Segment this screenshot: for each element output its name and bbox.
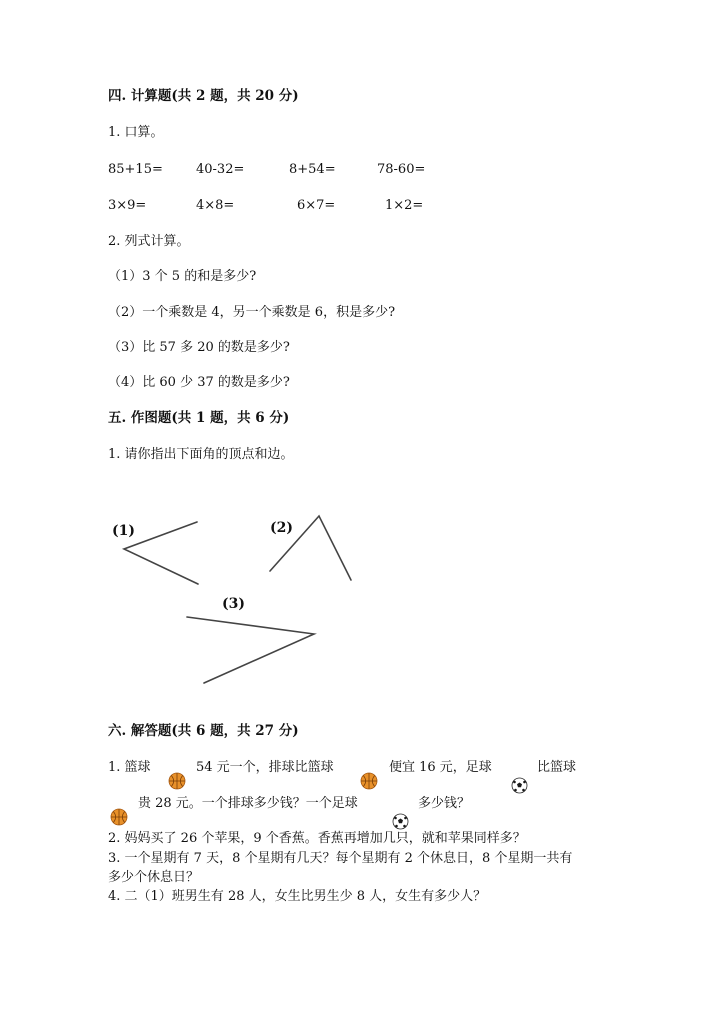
q6-1-part: 54 元一个，排球比篮球 [196,760,334,775]
soccer-ball-icon [511,777,528,798]
list-item: （2）一个乘数是 4，另一个乘数是 6，积是多少? [108,305,396,320]
basketball-icon [168,772,186,794]
angle-3 [187,617,314,683]
q6-1-part: 1. 篮球 [108,760,151,775]
q6-1-part: 多少钱？ [418,796,471,811]
calc-item: 40-32= [196,162,245,177]
q5-1-label: 1. 请你指出下面角的顶点和边。 [108,447,294,462]
q6-3: 3. 一个星期有 7 天，8 个星期有几天？每个星期有 2 个休息日，8 个星期一共有 [108,851,573,866]
angle-label-2: (2) [270,520,293,536]
q6-3-cont: 多少个休息日？ [108,870,200,885]
calc-item: 1×2= [385,198,424,213]
q4-1-label: 1. 口算。 [108,125,164,140]
calc-item: 78-60= [377,162,426,177]
list-item: （3）比 57 多 20 的数是多少? [108,340,290,355]
angle-1 [124,522,198,584]
section-4-title: 四. 计算题(共 2 题，共 20 分) [108,88,299,104]
basketball-icon [110,808,128,830]
calc-item: 85+15= [108,162,163,177]
q6-1-part: 便宜 16 元，足球 [389,760,492,775]
basketball-icon [360,772,378,794]
q6-1-part: 比篮球 [537,760,577,775]
q6-4: 4. 二（1）班男生有 28 人，女生比男生少 8 人，女生有多少人？ [108,889,487,904]
calc-item: 4×8= [196,198,235,213]
section-6-title: 六. 解答题(共 6 题，共 27 分) [108,723,299,739]
section-5-title: 五. 作图题(共 1 题，共 6 分) [108,410,290,426]
list-item: （1）3 个 5 的和是多少? [108,269,257,284]
calc-item: 8+54= [289,162,336,177]
list-item: （4）比 60 少 37 的数是多少? [108,375,290,390]
calc-item: 6×7= [297,198,336,213]
angle-label-3: (3) [222,596,245,612]
q6-2: 2. 妈妈买了 26 个苹果，9 个香蕉。香蕉再增加几只，就和苹果同样多？ [108,831,526,846]
angle-2 [270,516,351,580]
q4-2-label: 2. 列式计算。 [108,234,190,249]
angle-label-1: (1) [112,523,135,539]
calc-item: 3×9= [108,198,147,213]
q6-1-part: 贵 28 元。一个排球多少钱？一个足球 [138,796,358,811]
